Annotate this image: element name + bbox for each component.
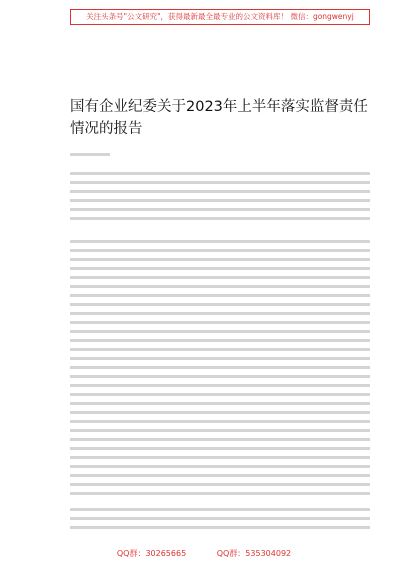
unreadable-closing-text <box>70 508 370 535</box>
unreadable-salutation <box>70 153 110 162</box>
footer-contact <box>0 548 408 560</box>
document-title: 国有企业纪委关于2023年上半年落实监督责任情况的报告 <box>70 99 368 137</box>
unreadable-intro-paragraph <box>70 172 370 226</box>
footer-qq-group-1: QQ群：30265665 <box>116 549 187 558</box>
unreadable-body-text <box>70 240 370 500</box>
promo-banner: 关注头条号"公文研究"，获得最新最全最专业的公文资料库！ 微信：gongwenyj <box>70 9 370 25</box>
footer-qq-group-2: QQ群：535304092 <box>216 549 292 558</box>
